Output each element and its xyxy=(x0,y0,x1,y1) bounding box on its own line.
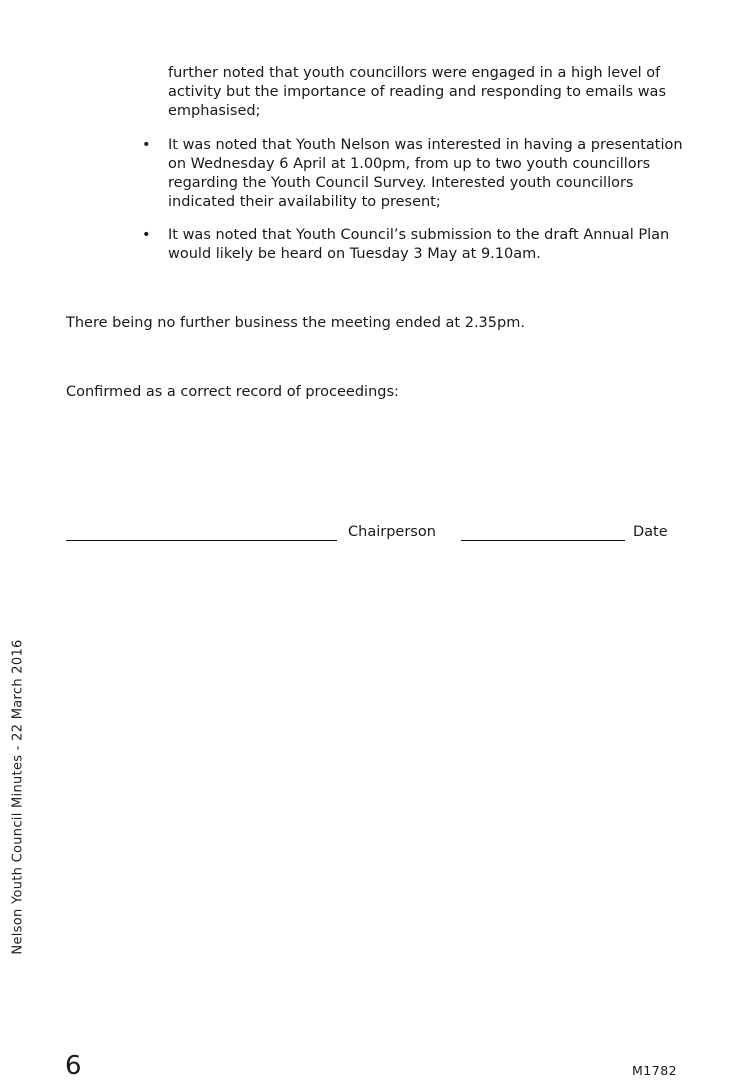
bullet-list xyxy=(142,136,702,278)
closing-statement: There being no further business the meeting ended at 2.35pm. xyxy=(66,315,525,331)
bullet-icon: • xyxy=(142,137,151,153)
date-signature-line xyxy=(461,540,625,541)
chairperson-label: Chairperson xyxy=(348,524,436,540)
list-item xyxy=(142,136,702,212)
list-item xyxy=(142,226,702,264)
list-item-text: It was noted that Youth Nelson was interested in having a presentation on Wednesday 6 April at 1.00pm, from up to two youth councillors regarding the Youth Council Survey. Interested youth councillors indicated their availability to present; xyxy=(168,137,683,210)
date-label: Date xyxy=(633,524,668,540)
chairperson-signature-line xyxy=(66,540,337,541)
confirmation-statement: Confirmed as a correct record of proceedings: xyxy=(66,384,399,400)
page-number: 6 xyxy=(65,1051,82,1081)
side-caption: Nelson Youth Council Minutes - 22 March 2016 xyxy=(10,639,26,955)
list-item-text: It was noted that Youth Council’s submission to the draft Annual Plan would likely be heard on Tuesday 3 May at 9.10am. xyxy=(168,227,670,262)
continuation-paragraph: further noted that youth councillors were engaged in a high level of activity but the importance of reading and responding to emails was emphasised; xyxy=(168,65,666,119)
document-reference: M1782 xyxy=(632,1063,678,1078)
bullet-icon: • xyxy=(142,227,151,243)
